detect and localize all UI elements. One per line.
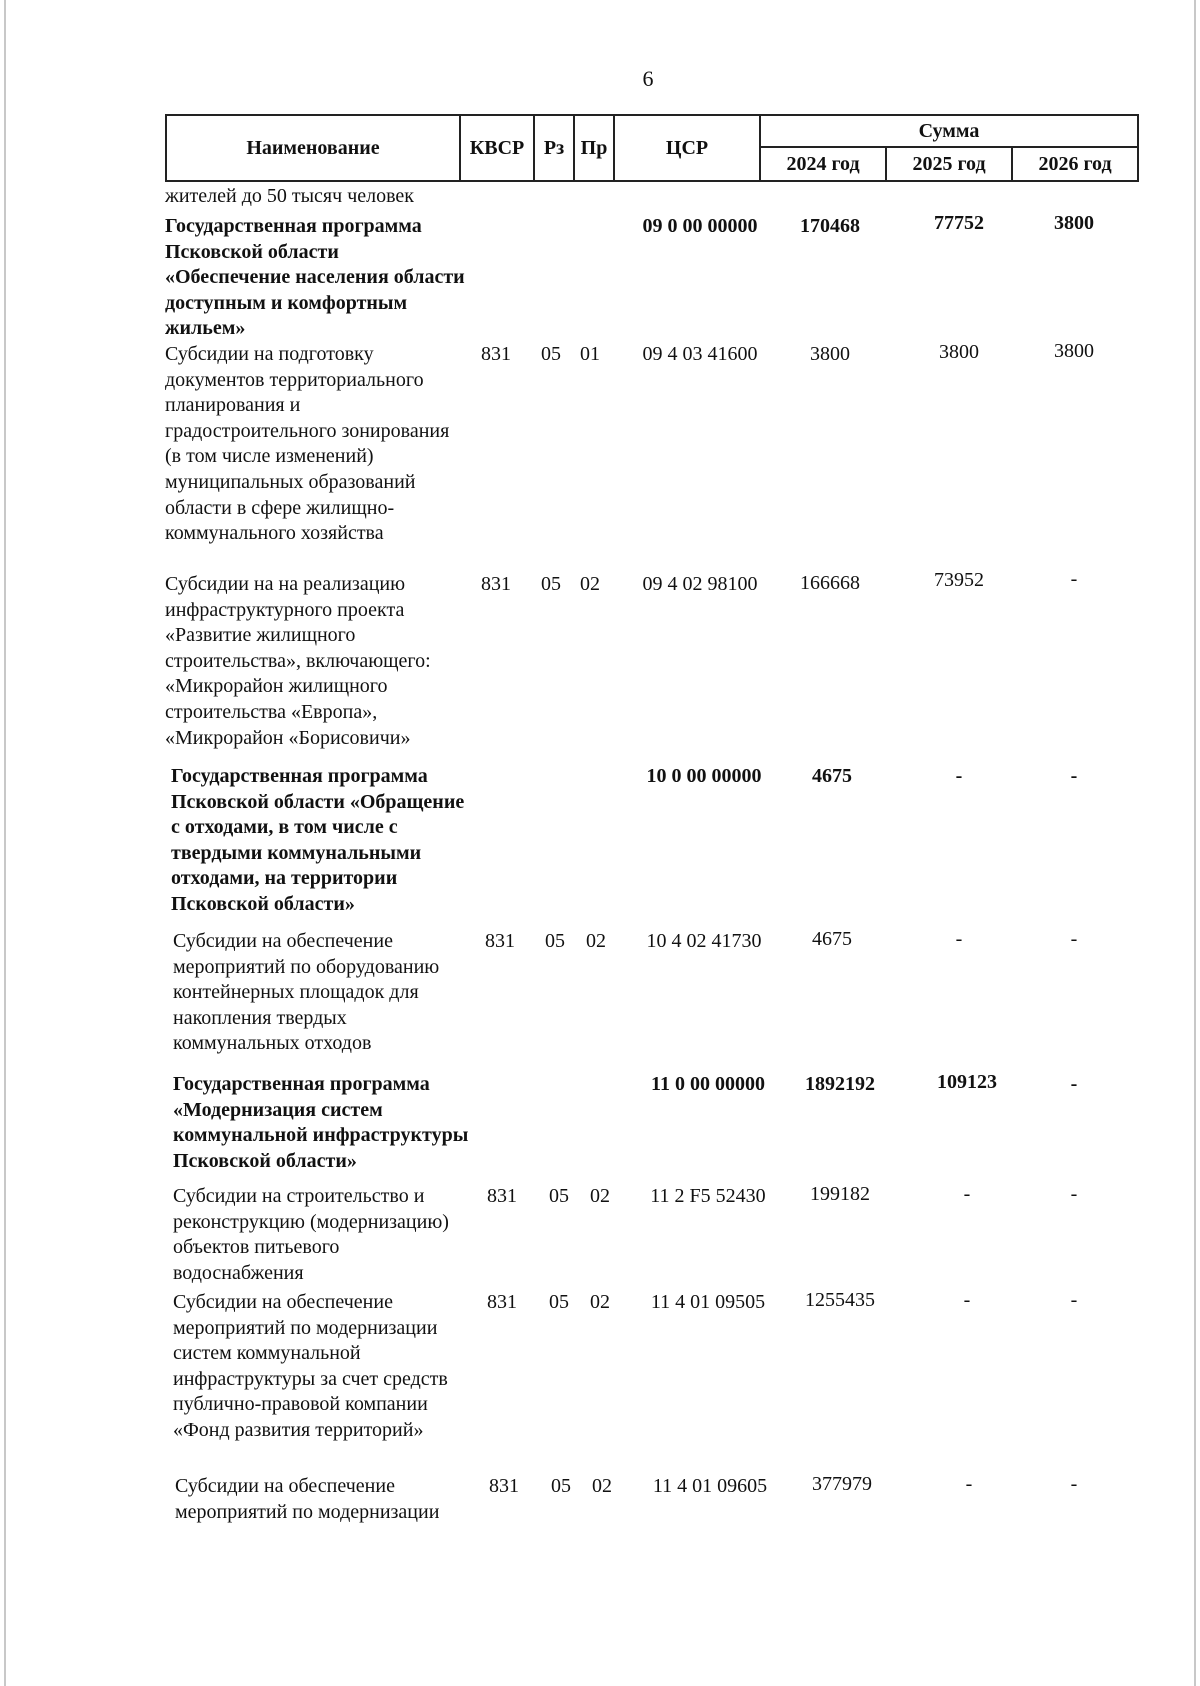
scan-edge-left (4, 0, 6, 1686)
row-pr: 02 (590, 1185, 610, 1207)
row-2026: - (1070, 1473, 1078, 1495)
row-2025: 109123 (937, 1071, 997, 1093)
row-pr: 01 (580, 343, 600, 365)
row-2026: 3800 (1054, 340, 1094, 362)
row-pr: 02 (580, 573, 600, 595)
row-kvsr: 831 (481, 343, 511, 365)
row-name: жителей до 50 тысяч человек (165, 185, 415, 207)
row-rz: 05 (541, 343, 561, 365)
header-year-2026: 2026 год (1012, 147, 1138, 181)
row-2024: 3800 (810, 343, 850, 365)
row-csr: 09 4 02 98100 (642, 573, 758, 595)
row-2024: 1255435 (805, 1289, 875, 1311)
row-rz: 05 (551, 1475, 571, 1497)
row-2024: 199182 (810, 1183, 870, 1205)
row-2024: 4675 (812, 928, 852, 950)
row-2025: 77752 (934, 212, 984, 234)
row-pr: 02 (592, 1475, 612, 1497)
header-rz: Рз (534, 115, 574, 181)
header-name: Наименование (166, 115, 460, 181)
page-number: 6 (642, 66, 654, 91)
row-kvsr: 831 (487, 1291, 517, 1313)
row-2024: 377979 (812, 1473, 872, 1495)
header-csr: ЦСР (614, 115, 760, 181)
row-2026: - (1070, 765, 1078, 787)
row-name: Государственная программа Псковской области «Обеспечение населения области доступным и комфортным жильем» (165, 215, 465, 340)
row-kvsr: 831 (485, 930, 515, 952)
row-name: Государственная программа Псковской области «Обращение с отходами, в том числе с твердыми коммунальными отходами, на территории Псковской области» (171, 765, 465, 915)
row-csr: 10 4 02 41730 (646, 930, 762, 952)
row-2025: - (963, 1183, 971, 1205)
row-2024: 1892192 (805, 1073, 875, 1095)
row-2024: 170468 (800, 215, 860, 237)
header-year-2024: 2024 год (760, 147, 886, 181)
row-2025: - (955, 928, 963, 950)
row-pr: 02 (590, 1291, 610, 1313)
row-name: Субсидии на обеспечение мероприятий по оборудованию контейнерных площадок для накопления твердых коммунальных отходов (173, 930, 440, 1055)
header-pr: Пр (574, 115, 614, 181)
row-rz: 05 (545, 930, 565, 952)
row-kvsr: 831 (487, 1185, 517, 1207)
row-2026: - (1070, 1073, 1078, 1095)
row-2026: - (1070, 1289, 1078, 1311)
header-year-2025: 2025 год (886, 147, 1012, 181)
table-header (165, 114, 1139, 182)
row-2024: 4675 (812, 765, 852, 787)
scan-edge-right (1194, 0, 1196, 1686)
row-2026: - (1070, 568, 1078, 590)
row-rz: 05 (549, 1291, 569, 1313)
row-name: Государственная программа «Модернизация систем коммунальной инфраструктуры Псковской области» (173, 1073, 469, 1172)
row-kvsr: 831 (481, 573, 511, 595)
row-csr: 09 0 00 00000 (642, 215, 758, 237)
row-rz: 05 (549, 1185, 569, 1207)
row-2025: - (955, 765, 963, 787)
row-rz: 05 (541, 573, 561, 595)
row-csr: 11 4 01 09605 (652, 1475, 768, 1497)
row-kvsr: 831 (489, 1475, 519, 1497)
row-2025: 73952 (934, 569, 984, 591)
row-csr: 11 4 01 09505 (650, 1291, 766, 1313)
row-name: Субсидии на обеспечение мероприятий по модернизации систем коммунальной инфраструктуры за счет средств публично-правовой компании «Фонд развития территорий» (173, 1291, 448, 1441)
header-sum: Сумма (760, 115, 1138, 147)
row-2026: - (1070, 1183, 1078, 1205)
row-name: Субсидии на на реализацию инфраструктурного проекта «Развитие жилищного строительства», включающего: «Микрорайон жилищного строительства «Европа», «Микрорайон «Борисовичи» (165, 573, 431, 749)
row-2026: 3800 (1054, 212, 1094, 234)
row-pr: 02 (586, 930, 606, 952)
row-2024: 166668 (800, 572, 860, 594)
row-2025: 3800 (939, 341, 979, 363)
row-csr: 11 0 00 00000 (651, 1073, 765, 1095)
row-2026: - (1070, 928, 1078, 950)
row-2025: - (965, 1473, 973, 1495)
row-name: Субсидии на подготовку документов территориального планирования и градостроительного зонирования (в том числе изменений) муниципальных образований области в сфере жилищно-коммунального хозяйства (165, 343, 450, 545)
row-csr: 10 0 00 00000 (646, 765, 762, 787)
header-kvsr: КВСР (460, 115, 534, 181)
row-name: Субсидии на строительство и реконструкцию (модернизацию) объектов питьевого водоснабжения (173, 1185, 449, 1284)
row-2025: - (963, 1289, 971, 1311)
row-csr: 11 2 F5 52430 (650, 1185, 766, 1207)
row-name: Субсидии на обеспечение мероприятий по модернизации (175, 1475, 440, 1523)
row-csr: 09 4 03 41600 (642, 343, 758, 365)
